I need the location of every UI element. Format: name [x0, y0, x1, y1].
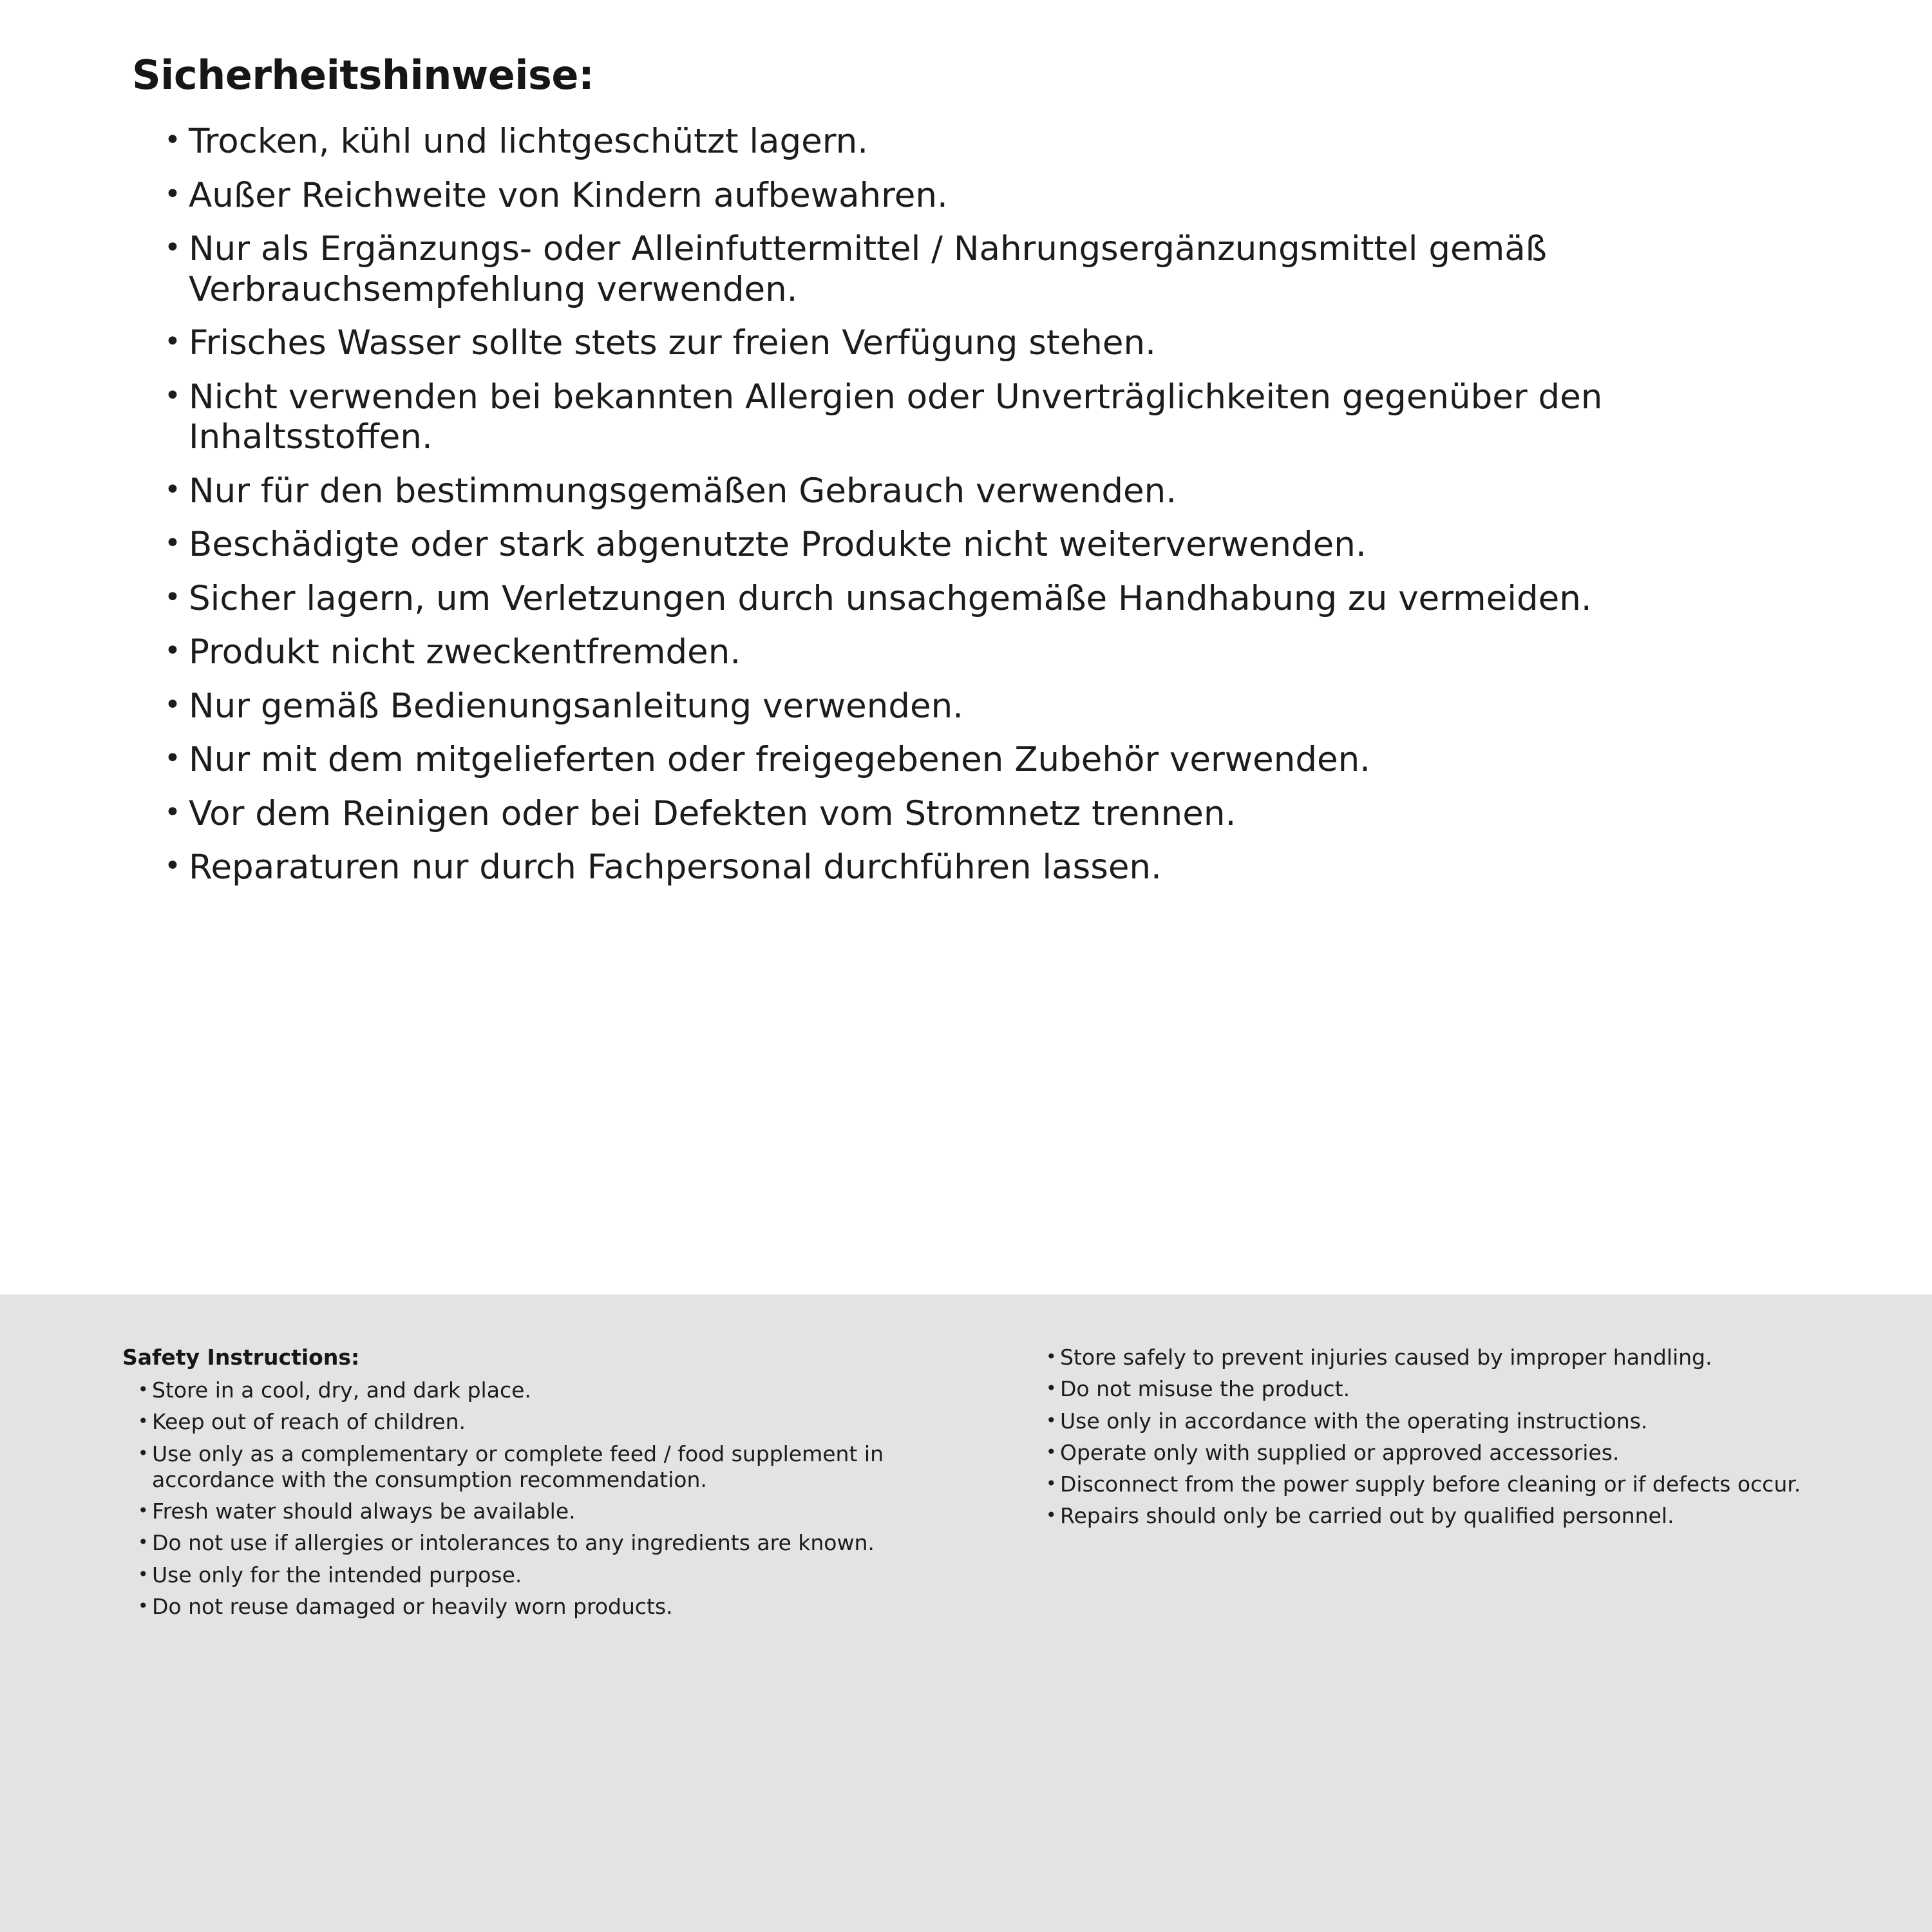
- list-item: [126, 122, 1835, 162]
- list-item-text: Store safely to prevent injuries caused by improper handling.: [1060, 1345, 1712, 1370]
- bullet-icon: •: [138, 1531, 149, 1553]
- list-item: [122, 1530, 966, 1556]
- bullet-icon: •: [1046, 1346, 1057, 1367]
- bullet-icon: •: [164, 688, 181, 721]
- list-item-text: Nur mit dem mitgelieferten oder freigegebenen Zubehör verwenden.: [189, 740, 1371, 780]
- list-item: [122, 1594, 966, 1620]
- list-item-text: Vor dem Reinigen oder bei Defekten vom Stromnetz trennen.: [189, 793, 1236, 833]
- english-safety-list-right: [1030, 1345, 1874, 1530]
- bullet-icon: •: [164, 527, 181, 560]
- english-column-left: [122, 1345, 966, 1625]
- list-item: [122, 1409, 966, 1435]
- bullet-icon: •: [164, 379, 181, 412]
- bullet-icon: •: [164, 124, 181, 156]
- list-item-text: Operate only with supplied or approved accessories.: [1060, 1439, 1620, 1465]
- list-item: [126, 377, 1835, 458]
- bullet-icon: •: [164, 849, 181, 883]
- bullet-icon: •: [164, 473, 181, 506]
- list-item-text: Use only in accordance with the operating instructions.: [1060, 1408, 1648, 1434]
- list-item-text: Use only for the intended purpose.: [152, 1562, 522, 1587]
- bullet-icon: •: [164, 795, 181, 829]
- list-item: [126, 323, 1835, 364]
- english-column-right: [1030, 1345, 1874, 1625]
- bullet-icon: •: [138, 1442, 149, 1464]
- list-item: [122, 1378, 966, 1403]
- bullet-icon: •: [1046, 1473, 1057, 1494]
- list-item-text: Frisches Wasser sollte stets zur freien Verfügung stehen.: [189, 323, 1156, 363]
- bullet-icon: •: [1046, 1504, 1057, 1526]
- list-item: [126, 687, 1835, 727]
- list-item: [126, 229, 1835, 310]
- list-item-text: Use only as a complementary or complete feed / food supplement in accordance with the consumption recommendation.: [152, 1441, 884, 1492]
- list-item: [1030, 1472, 1874, 1497]
- german-section-title: Sicherheitshinweise:: [132, 52, 594, 99]
- bullet-icon: •: [164, 177, 181, 211]
- bullet-icon: •: [138, 1410, 149, 1432]
- bullet-icon: •: [138, 1563, 149, 1585]
- english-section-title: Safety Instructions:: [122, 1345, 360, 1370]
- list-item: [126, 794, 1835, 835]
- list-item: [126, 740, 1835, 781]
- list-item: [1030, 1503, 1874, 1529]
- list-item: [126, 848, 1835, 888]
- list-item: [122, 1562, 966, 1588]
- bullet-icon: •: [164, 325, 181, 359]
- list-item-text: Produkt nicht zweckentfremden.: [189, 632, 741, 672]
- bullet-icon: •: [138, 1595, 149, 1616]
- list-item-text: Store in a cool, dry, and dark place.: [152, 1378, 531, 1403]
- list-item: [1030, 1408, 1874, 1434]
- list-item-text: Do not misuse the product.: [1060, 1376, 1350, 1402]
- list-item-text: Beschädigte oder stark abgenutzte Produkte nicht weiterverwenden.: [189, 525, 1367, 565]
- bullet-icon: •: [138, 1500, 149, 1521]
- list-item-text: Do not use if allergies or intolerances to any ingredients are known.: [152, 1530, 875, 1556]
- bullet-icon: •: [1046, 1378, 1057, 1399]
- list-item-text: Sicher lagern, um Verletzungen durch unsachgemäße Handhabung zu vermeiden.: [189, 578, 1592, 618]
- list-item: [1030, 1440, 1874, 1466]
- list-item-text: Nicht verwenden bei bekannten Allergien oder Unverträglichkeiten gegenüber den Inhaltsstoffen.: [189, 377, 1603, 457]
- english-safety-section: [0, 1294, 1932, 1932]
- list-item-text: Keep out of reach of children.: [152, 1409, 466, 1435]
- list-item: [1030, 1345, 1874, 1370]
- bullet-icon: •: [164, 742, 181, 775]
- bullet-icon: •: [1046, 1441, 1057, 1463]
- list-item: [122, 1441, 966, 1493]
- list-item-text: Do not reuse damaged or heavily worn products.: [152, 1593, 673, 1619]
- list-item-text: Nur gemäß Bedienungsanleitung verwenden.: [189, 686, 964, 726]
- list-item: [126, 471, 1835, 512]
- list-item-text: Nur als Ergänzungs- oder Alleinfuttermittel / Nahrungsergänzungsmittel gemäß Verbrauchsempfehlung verwenden.: [189, 229, 1548, 309]
- german-safety-list: [126, 122, 1835, 888]
- list-item-text: Trocken, kühl und lichtgeschützt lagern.: [189, 122, 869, 161]
- bullet-icon: •: [164, 231, 181, 265]
- list-item: [126, 579, 1835, 620]
- list-item: [122, 1499, 966, 1524]
- english-safety-list-left: [122, 1378, 966, 1620]
- list-item-text: Fresh water should always be available.: [152, 1499, 576, 1524]
- list-item: [126, 632, 1835, 673]
- list-item-text: Reparaturen nur durch Fachpersonal durchführen lassen.: [189, 848, 1162, 887]
- list-item-text: Außer Reichweite von Kindern aufbewahren.: [189, 175, 948, 215]
- bullet-icon: •: [1046, 1409, 1057, 1431]
- list-item-text: Nur für den bestimmungsgemäßen Gebrauch verwenden.: [189, 471, 1177, 511]
- list-item-text: Repairs should only be carried out by qualified personnel.: [1060, 1503, 1674, 1529]
- bullet-icon: •: [164, 580, 181, 614]
- list-item-text: Disconnect from the power supply before cleaning or if defects occur.: [1060, 1472, 1801, 1497]
- english-columns: [122, 1345, 1874, 1625]
- list-item: [1030, 1376, 1874, 1402]
- bullet-icon: •: [164, 634, 181, 668]
- list-item: [126, 525, 1835, 565]
- bullet-icon: •: [138, 1379, 149, 1400]
- list-item: [126, 176, 1835, 216]
